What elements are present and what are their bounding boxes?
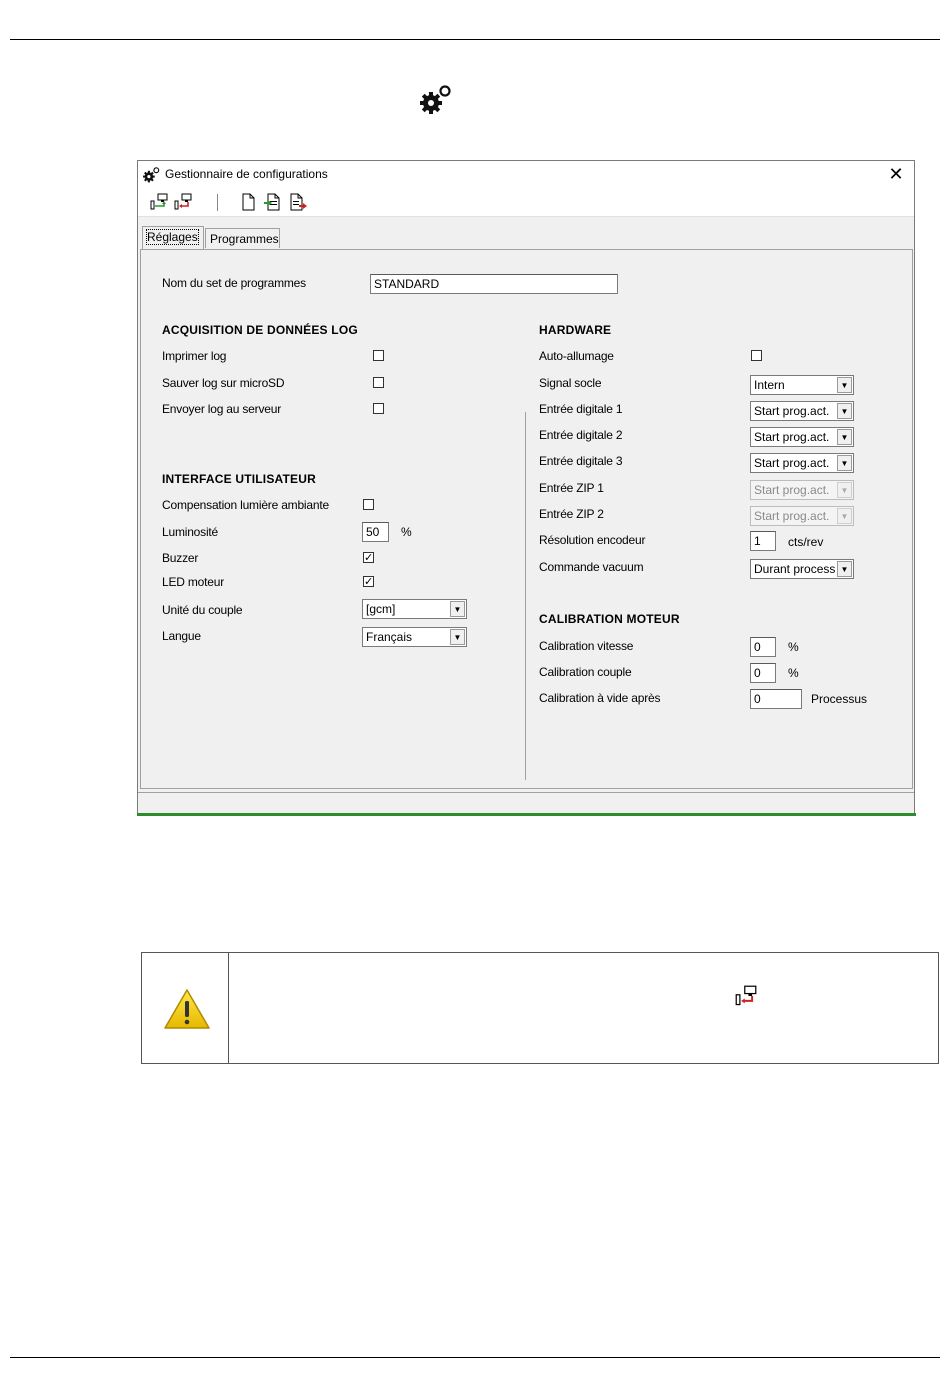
page-top-rule: [10, 39, 940, 40]
print-log-checkbox[interactable]: [373, 350, 384, 361]
import-file-icon[interactable]: [263, 193, 281, 211]
entree-digitale-2-label: Entrée digitale 2: [539, 428, 623, 442]
entree-zip-1-label: Entrée ZIP 1: [539, 481, 604, 495]
save-log-label: Sauver log sur microSD: [162, 376, 285, 390]
entree-zip-1-select: [750, 480, 854, 500]
entree-digitale-2-select[interactable]: [750, 427, 854, 447]
chevron-down-icon: ▼: [837, 482, 852, 498]
calibration-vitesse-label: Calibration vitesse: [539, 639, 634, 653]
settings-panel: [140, 249, 913, 789]
send-log-label: Envoyer log au serveur: [162, 402, 281, 416]
tab-label: Programmes: [210, 232, 279, 246]
network-download-icon[interactable]: [174, 193, 192, 211]
tab-programmes[interactable]: [205, 228, 280, 248]
calibration-couple-input[interactable]: 0: [750, 663, 776, 683]
signal-socle-label: Signal socle: [539, 376, 602, 390]
chevron-down-icon[interactable]: ▼: [837, 403, 852, 419]
chevron-down-icon[interactable]: ▼: [837, 429, 852, 445]
entree-zip-1-value: Start prog.act.: [754, 483, 830, 497]
save-log-checkbox[interactable]: [373, 377, 384, 388]
calibration-vide-label: Calibration à vide après: [539, 691, 661, 705]
window-title: Gestionnaire de configurations: [165, 167, 328, 181]
resolution-unit: cts/rev: [788, 535, 824, 549]
led-label: LED moteur: [162, 575, 225, 589]
program-set-label: Nom du set de programmes: [162, 276, 306, 290]
toolbar-separator: [217, 194, 218, 211]
compensation-label: Compensation lumière ambiante: [162, 498, 329, 512]
export-file-icon[interactable]: [289, 193, 307, 211]
calibration-couple-unit: %: [788, 666, 799, 680]
couple-unit-select[interactable]: [362, 599, 467, 619]
langue-value: Français: [366, 630, 413, 644]
chevron-down-icon[interactable]: ▼: [837, 377, 852, 393]
langue-select[interactable]: [362, 627, 467, 647]
network-download-icon: [734, 985, 758, 1007]
couple-unit-label: Unité du couple: [162, 603, 243, 617]
print-log-label: Imprimer log: [162, 349, 227, 363]
toolbar: [138, 188, 914, 217]
entree-digitale-1-select[interactable]: [750, 401, 854, 421]
send-log-checkbox[interactable]: [373, 403, 384, 414]
entree-digitale-1-value: Start prog.act.: [754, 404, 830, 418]
chevron-down-icon[interactable]: ▼: [837, 455, 852, 471]
led-checkbox[interactable]: ✓: [364, 576, 374, 588]
entree-digitale-3-value: Start prog.act.: [754, 456, 830, 470]
program-set-input[interactable]: STANDARD: [370, 274, 618, 294]
entree-zip-2-label: Entrée ZIP 2: [539, 507, 604, 521]
title-bar: [138, 161, 914, 188]
note-divider: [228, 953, 229, 1063]
auto-allumage-checkbox[interactable]: [751, 350, 762, 361]
tab-label: Réglages: [147, 230, 198, 244]
page-bottom-rule: [10, 1357, 940, 1358]
buzzer-checkbox[interactable]: ✓: [364, 552, 374, 564]
calibration-couple-label: Calibration couple: [539, 665, 632, 679]
buzzer-label: Buzzer: [162, 551, 199, 565]
column-divider: [525, 412, 526, 780]
gear-icon: [418, 84, 452, 116]
calibration-vide-input[interactable]: 0: [750, 689, 802, 709]
tab-reglages[interactable]: [142, 226, 204, 249]
chevron-down-icon[interactable]: ▼: [450, 601, 465, 617]
langue-label: Langue: [162, 629, 201, 643]
entree-zip-2-select: [750, 506, 854, 526]
entree-digitale-3-label: Entrée digitale 3: [539, 454, 623, 468]
signal-socle-value: Intern: [754, 378, 785, 392]
luminosite-label: Luminosité: [162, 525, 219, 539]
vacuum-select[interactable]: [750, 559, 854, 579]
new-file-icon[interactable]: [239, 193, 257, 211]
vacuum-value: Durant process: [754, 562, 836, 576]
luminosite-input[interactable]: 50: [362, 522, 389, 542]
calibration-vitesse-input[interactable]: 0: [750, 637, 776, 657]
hardware-section-title: HARDWARE: [539, 323, 612, 337]
warning-note-box: [141, 952, 939, 1064]
signal-socle-select[interactable]: [750, 375, 854, 395]
chevron-down-icon[interactable]: ▼: [837, 561, 852, 577]
resolution-input[interactable]: 1: [750, 531, 776, 551]
ui-section-title: INTERFACE UTILISATEUR: [162, 472, 316, 486]
entree-digitale-3-select[interactable]: [750, 453, 854, 473]
network-upload-icon[interactable]: [150, 193, 168, 211]
calibration-section-title: CALIBRATION MOTEUR: [539, 612, 680, 626]
close-button[interactable]: ✕: [888, 164, 904, 184]
entree-digitale-1-label: Entrée digitale 1: [539, 402, 623, 416]
resolution-label: Résolution encodeur: [539, 533, 646, 547]
warning-icon: [163, 988, 211, 1030]
config-manager-window: [137, 160, 915, 816]
status-bar: [138, 792, 914, 815]
calibration-vide-unit: Processus: [811, 692, 868, 706]
entree-zip-2-value: Start prog.act.: [754, 509, 830, 523]
window-bottom-accent: [137, 813, 916, 816]
auto-allumage-label: Auto-allumage: [539, 349, 614, 363]
chevron-down-icon[interactable]: ▼: [450, 629, 465, 645]
gear-icon: [142, 166, 160, 184]
couple-unit-value: [gcm]: [366, 602, 396, 616]
chevron-down-icon: ▼: [837, 508, 852, 524]
vacuum-label: Commande vacuum: [539, 560, 644, 574]
entree-digitale-2-value: Start prog.act.: [754, 430, 830, 444]
compensation-checkbox[interactable]: [363, 499, 374, 510]
luminosite-unit: %: [401, 525, 412, 539]
calibration-vitesse-unit: %: [788, 640, 799, 654]
log-section-title: ACQUISITION DE DONNÉES LOG: [162, 323, 358, 337]
